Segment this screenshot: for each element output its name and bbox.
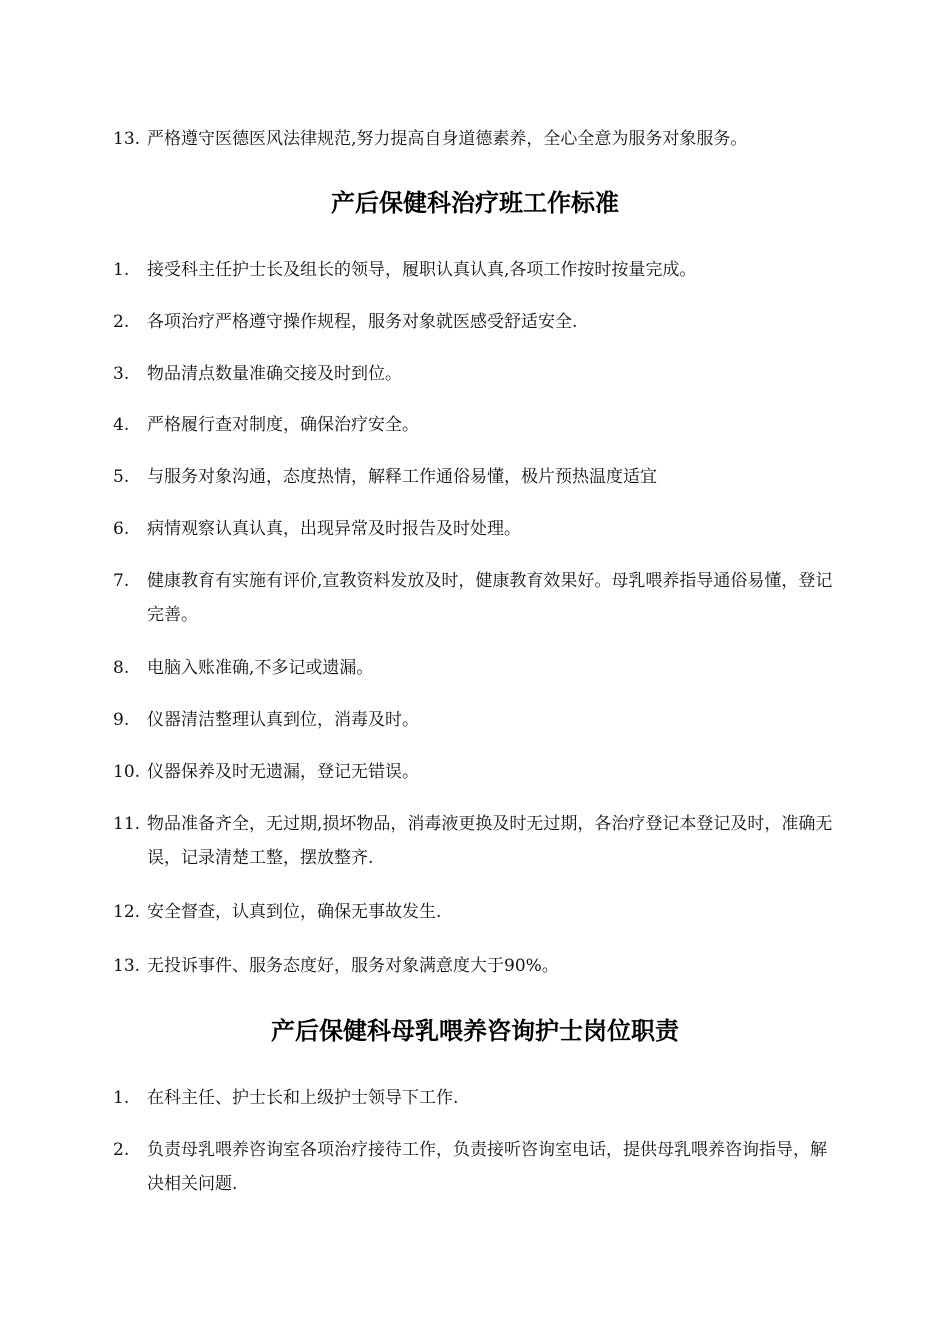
item-number: 6.: [113, 519, 130, 539]
item-text: 病情观察认真认真，出现异常及时报告及时处理。: [147, 519, 521, 539]
section-title-consult: 产后保健科母乳喂养咨询护士岗位职责: [271, 1017, 679, 1045]
list-item: [113, 1081, 843, 1115]
list-item: [113, 949, 843, 983]
item-text: 负责母乳喂养咨询室各项治疗接待工作，负责接听咨询室电话，提供母乳喂养咨询指导，解决相关问题.: [147, 1140, 827, 1194]
item-text: 健康教育有实施有评价,宣教资料发放及时，健康教育效果好。母乳喂养指导通俗易懂，登记完善。: [147, 571, 833, 625]
list-item: [113, 755, 843, 789]
item-text: 仪器清洁整理认真到位，消毒及时。: [147, 710, 419, 730]
item-text: 电脑入账准确,不多记或遗漏。: [147, 658, 374, 678]
item-text: 无投诉事件、服务态度好，服务对象满意度大于90%。: [147, 956, 559, 976]
list-item: [113, 253, 843, 287]
item-number: 10.: [113, 762, 141, 782]
list-item: [113, 357, 843, 391]
item-number: 5.: [113, 467, 130, 487]
item-number: 1.: [113, 1088, 130, 1108]
item-text: 严格遵守医德医风法律规范,努力提高自身道德素养，全心全意为服务对象服务。: [147, 129, 748, 149]
item-text: 接受科主任护士长及组长的领导，履职认真认真,各项工作按时按量完成。: [147, 260, 697, 280]
list-item: [113, 807, 843, 875]
list-item: [113, 703, 843, 737]
item-text: 物品清点数量准确交接及时到位。: [147, 364, 402, 384]
list-item: [113, 512, 843, 546]
item-number: 13.: [113, 129, 141, 149]
item-number: 7.: [113, 571, 130, 591]
list-item: [113, 651, 843, 685]
item-number: 3.: [113, 364, 130, 384]
item-text: 与服务对象沟通，态度热情，解释工作通俗易懂，极片预热温度适宜: [147, 467, 657, 487]
item-text: 安全督查，认真到位，确保无事故发生.: [147, 902, 442, 922]
item-text: 在科主任、护士长和上级护士领导下工作.: [147, 1088, 459, 1108]
list-item: [113, 408, 843, 442]
item-text: 严格履行查对制度，确保治疗安全。: [147, 415, 419, 435]
list-item: [113, 122, 843, 156]
item-number: 1.: [113, 260, 130, 280]
item-number: 12.: [113, 902, 141, 922]
list-item: [113, 564, 843, 632]
item-number: 9.: [113, 710, 130, 730]
item-number: 2.: [113, 312, 130, 332]
list-item: [113, 1133, 843, 1201]
item-text: 仪器保养及时无遗漏，登记无错误。: [147, 762, 419, 782]
section-title-treatment: 产后保健科治疗班工作标准: [331, 189, 619, 217]
item-number: 11.: [113, 814, 141, 834]
item-number: 13.: [113, 956, 141, 976]
item-number: 2.: [113, 1140, 130, 1160]
item-text: 物品准备齐全，无过期,损坏物品，消毒液更换及时无过期，各治疗登记本登记及时，准确无误，记录清楚工整，摆放整齐.: [147, 814, 833, 868]
list-item: [113, 895, 843, 929]
list-item: [113, 305, 843, 339]
item-number: 4.: [113, 415, 130, 435]
item-text: 各项治疗严格遵守操作规程，服务对象就医感受舒适安全.: [147, 312, 578, 332]
item-number: 8.: [113, 658, 130, 678]
list-item: [113, 460, 843, 494]
